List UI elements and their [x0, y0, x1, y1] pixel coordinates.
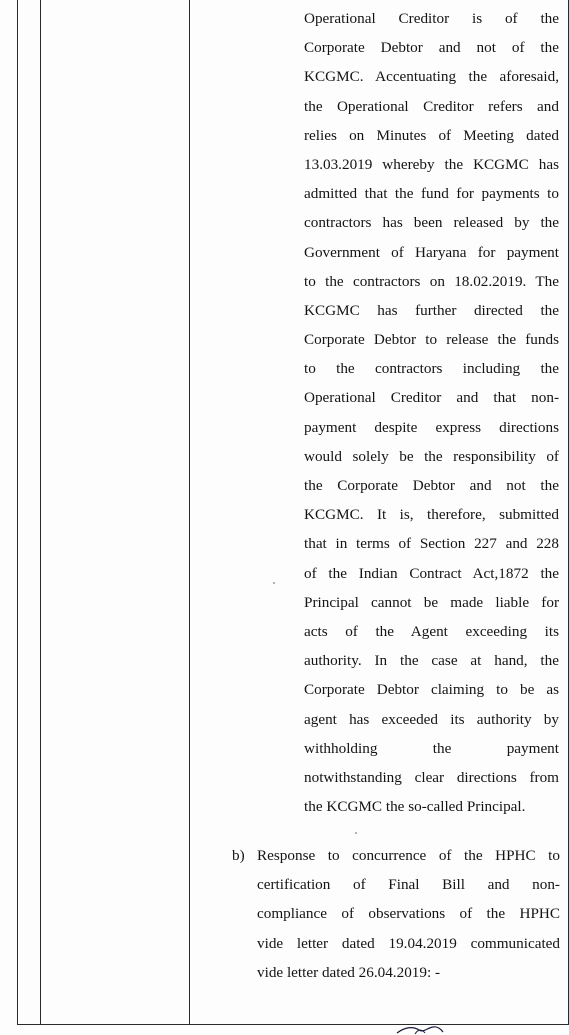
scan-speck — [273, 582, 275, 584]
paragraph-line: contractors has been released by the — [304, 214, 559, 232]
paragraph-line: Corporate Debtor claiming to be as — [304, 681, 559, 699]
paragraph-line: acts of the Agent exceeding its — [304, 622, 559, 640]
sub-item-line: vide letter dated 26.04.2019: - — [257, 963, 441, 981]
paragraph-line: the KCGMC the so-called Principal. — [304, 798, 526, 816]
paragraph-line: Operational Creditor and that non- — [304, 389, 559, 407]
signature-mark — [395, 1024, 445, 1035]
paragraph-line: withholding the payment — [304, 739, 559, 757]
table-border-left — [17, 0, 18, 1025]
paragraph-line: that in terms of Section 227 and 228 — [304, 535, 559, 553]
table-border-inner-1 — [40, 0, 41, 1025]
paragraph-line: KCGMC has further directed the — [304, 301, 559, 319]
paragraph-line: payment despite express directions — [304, 418, 559, 436]
main-paragraph — [304, 4, 559, 821]
paragraph-line: KCGMC. It is, therefore, submitted — [304, 506, 559, 524]
paragraph-line: Operational Creditor is of the — [304, 10, 559, 27]
paragraph-line: notwithstanding clear directions from — [304, 768, 559, 786]
paragraph-line: relies on Minutes of Meeting dated — [304, 126, 559, 144]
sub-item-line: compliance of observations of the HPHC — [257, 905, 560, 923]
paragraph-line: the Operational Creditor refers and — [304, 97, 559, 115]
paragraph-line: admitted that the fund for payments to — [304, 185, 559, 203]
sub-item-line: Response to concurrence of the HPHC to — [257, 847, 560, 864]
paragraph-line: KCGMC. Accentuating the aforesaid, — [304, 68, 559, 86]
paragraph-line: agent has exceeded its authority by — [304, 710, 559, 728]
paragraph-line: 13.03.2019 whereby the KCGMC has — [304, 155, 559, 173]
paragraph-line: of the Indian Contract Act,1872 the — [304, 564, 559, 582]
table-border-inner-2 — [189, 0, 190, 1025]
paragraph-line: would solely be the responsibility of — [304, 447, 559, 465]
scan-speck — [355, 832, 357, 834]
paragraph-line: to the contractors including the — [304, 360, 559, 378]
paragraph-line: Principal cannot be made liable for — [304, 593, 559, 611]
paragraph-line: Corporate Debtor and not of the — [304, 39, 559, 57]
sub-item-line: certification of Final Bill and non- — [257, 876, 560, 894]
paragraph-line: to the contractors on 18.02.2019. The — [304, 272, 559, 290]
paragraph-line: Government of Haryana for payment — [304, 243, 559, 261]
sub-item-marker: b) — [232, 847, 245, 864]
sub-item-line: vide letter dated 19.04.2019 communicated — [257, 934, 560, 952]
paragraph-line: the Corporate Debtor and not the — [304, 477, 559, 494]
paragraph-line: authority. In the case at hand, the — [304, 652, 559, 670]
paragraph-line: Corporate Debtor to release the funds — [304, 331, 559, 349]
table-border-bottom — [17, 1024, 569, 1025]
sub-item-body — [257, 841, 560, 987]
